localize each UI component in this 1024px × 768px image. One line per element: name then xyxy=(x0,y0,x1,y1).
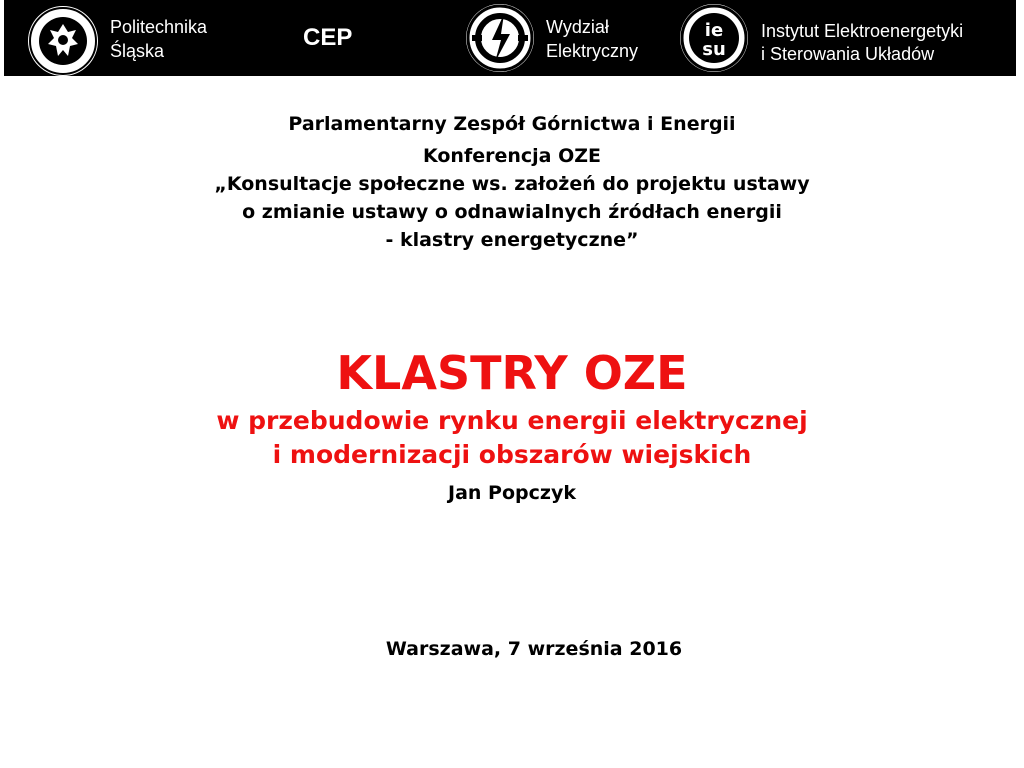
intro-line: Konferencja OZE xyxy=(422,145,602,167)
institute-logo xyxy=(680,4,748,72)
subtitle-line: w przebudowie rynku energii elektrycznej xyxy=(216,406,808,435)
svg-text:su: su xyxy=(702,39,726,60)
intro-line: Parlamentarny Zespół Górnictwa i Energii xyxy=(288,113,736,135)
intro-line: „Konsultacje społeczne ws. założeń do projektu ustawy xyxy=(214,173,810,195)
presentation-subtitle xyxy=(0,404,1024,472)
svg-text:ie: ie xyxy=(704,20,724,41)
faculty-logo xyxy=(466,4,534,72)
subtitle-line: i modernizacji obszarów wiejskich xyxy=(272,440,752,469)
university-logo xyxy=(28,6,98,76)
intro-line: o zmianie ustawy o odnawialnych źródłach energii xyxy=(242,201,782,223)
faculty-name-line1: Wydział xyxy=(546,17,609,37)
university-name-line2: Śląska xyxy=(110,41,165,61)
author-name: Jan Popczyk xyxy=(448,482,576,504)
institute-name-line1: Instytut Elektroenergetyki xyxy=(761,21,964,41)
presentation-title: KLASTRY OZE xyxy=(336,346,688,400)
university-name-line1: Politechnika xyxy=(110,17,208,37)
conference-intro xyxy=(0,110,1024,254)
cep-label: CEP xyxy=(303,24,353,51)
institute-name-line2: i Sterowania Układów xyxy=(761,44,935,64)
place-date: Warszawa, 7 września 2016 xyxy=(385,638,683,660)
faculty-name-line2: Elektryczny xyxy=(546,41,639,61)
intro-line: - klastry energetyczne” xyxy=(385,229,639,251)
